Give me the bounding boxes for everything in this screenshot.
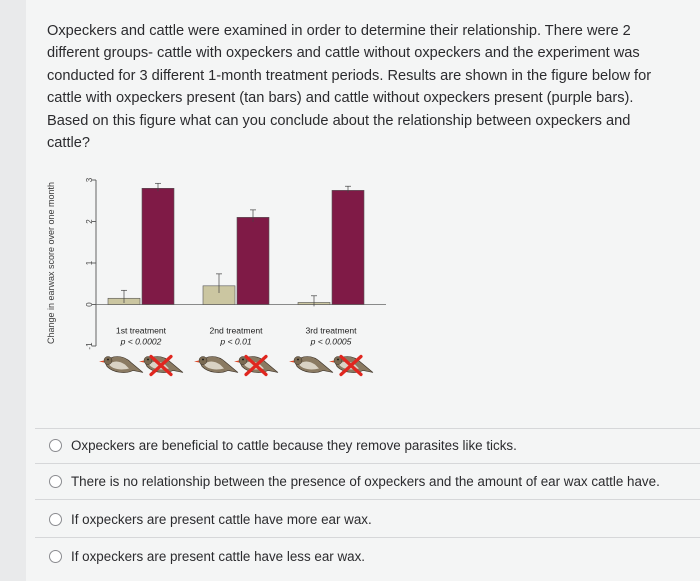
category-label: 3rd treatment (305, 325, 357, 336)
option-3[interactable] (49, 512, 372, 527)
radio-button[interactable] (49, 513, 62, 526)
option-label: If oxpeckers are present cattle have less ear wax. (71, 549, 365, 564)
question-text: Oxpeckers and cattle were examined in order to determine their relationship. There were 2 different groups- cattle with oxpeckers and cattle without oxpeckers and the experiment was conducted for 3 different 1-month treatment periods. Results are shown in the figure below for cattle with oxpeckers present (tan bars) and cattle without oxpeckers present (purple bars). Based on this figure what can you conclude about the relationship between oxpeckers and cattle? (47, 23, 652, 152)
bar-chart-figure (36, 168, 456, 398)
divider (35, 537, 700, 538)
divider (35, 499, 700, 500)
category-label: 2nd treatment (209, 325, 263, 336)
oxpecker-present-icon (289, 357, 333, 373)
option-1[interactable] (49, 438, 517, 453)
divider (35, 463, 700, 464)
divider (35, 428, 700, 429)
bar-purple (142, 188, 174, 304)
option-2[interactable] (49, 474, 660, 489)
y-tick-label: 3 (85, 177, 94, 183)
p-value-label: p < 0.01 (220, 336, 252, 347)
oxpecker-present-icon (194, 357, 238, 373)
y-tick-label: -1 (85, 342, 94, 350)
bar-purple (237, 217, 269, 304)
option-label: If oxpeckers are present cattle have more ear wax. (71, 512, 372, 527)
option-label: There is no relationship between the presence of oxpeckers and the amount of ear wax cattle have. (71, 474, 660, 489)
y-tick-label: 1 (85, 260, 94, 266)
bar-chart (36, 168, 456, 398)
y-tick-label: 0 (85, 302, 94, 307)
radio-button[interactable] (49, 439, 62, 452)
radio-button[interactable] (49, 550, 62, 563)
p-value-label: p < 0.0002 (120, 336, 162, 347)
radio-button[interactable] (49, 475, 62, 488)
p-value-label: p < 0.0005 (310, 336, 352, 347)
oxpecker-absent-icon (329, 357, 373, 375)
option-label: Oxpeckers are beneficial to cattle because they remove parasites like ticks. (71, 438, 517, 453)
category-label: 1st treatment (115, 325, 167, 336)
y-axis-title: Change in earwax score over one month (46, 181, 56, 345)
y-tick-label: 2 (85, 219, 94, 224)
oxpecker-absent-icon (139, 357, 183, 375)
oxpecker-absent-icon (234, 357, 278, 375)
option-4[interactable] (49, 549, 365, 564)
oxpecker-present-icon (99, 357, 143, 373)
bar-purple (332, 190, 364, 304)
